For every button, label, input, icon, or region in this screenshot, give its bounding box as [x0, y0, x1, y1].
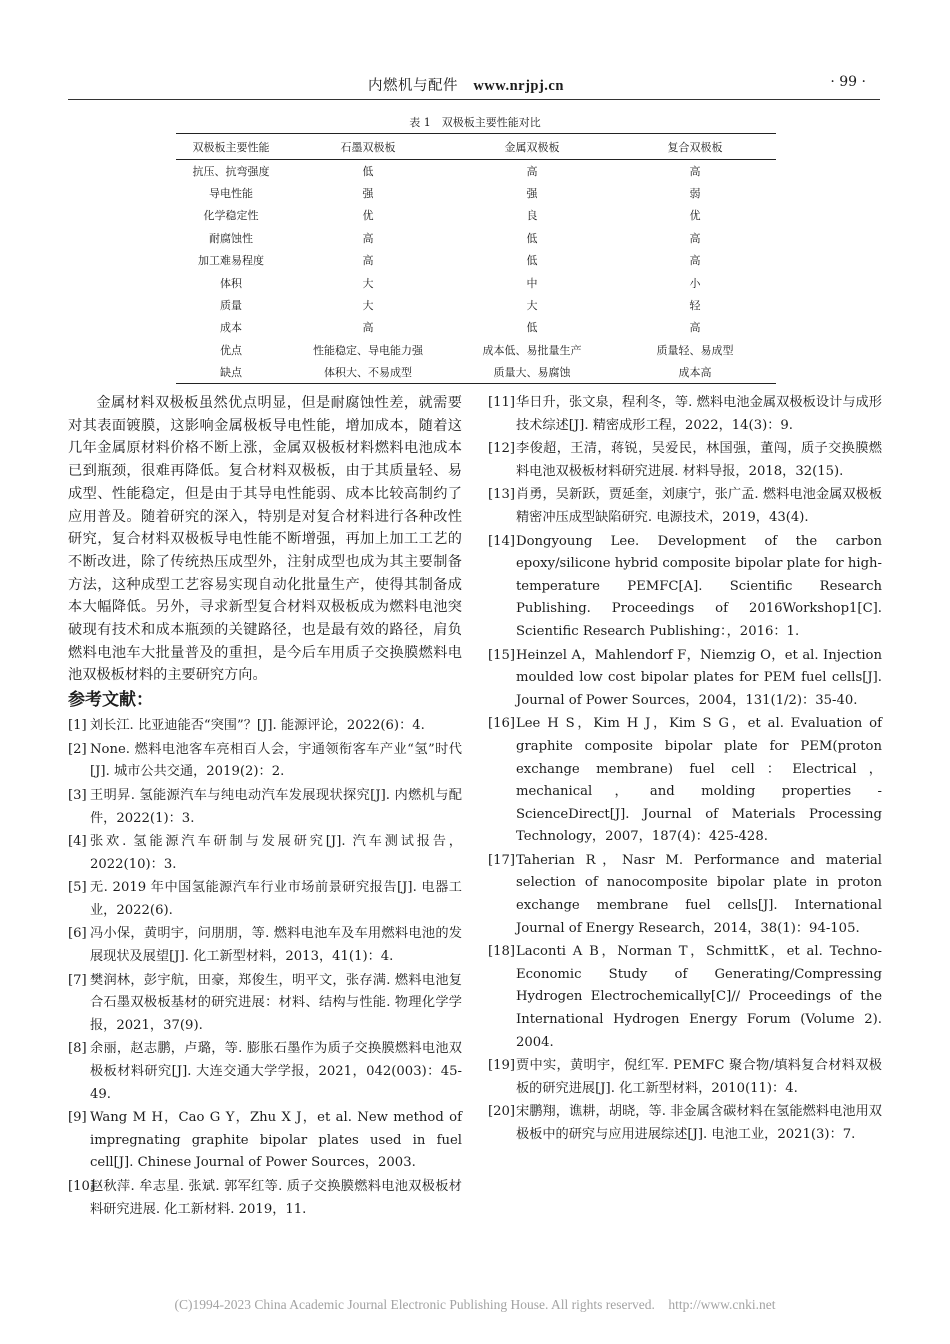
table-row: [176, 204, 776, 226]
table-cell: 大: [526, 299, 538, 313]
table-cell: 高: [362, 254, 374, 268]
body-paragraph: 金属材料双极板虽然优点明显，但是耐腐蚀性差，就需要对其表面镀膜，这影响金属极板导电性能，增加成本，随着这几年金属原材料价格不断上涨，金属双极板材料燃料电池成本已到瓶颈，很难再降低。复合材料双极板，由于其质量轻、易成型、性能稳定，但是由于其导电性能弱、成本比较高制约了应用普及。随着研究的深入，特别是对复合材料进行各种改性研究，复合材料双极板导电性能不断增强，再加上加工工艺的不断改进，除了传统热压成型外，注射成型也成为其主要制备方法，这种成型工艺容易实现自动化批量生产，使得其制备成本大幅降低。另外，寻求新型复合材料双极板成为燃料电池突破现有技术和成本瓶颈的关键路径，也是最有效的路径，肩负燃料电池车大批量普及的重担，是今后车用质子交换膜燃料电池双极板材料的主要研究方向。: [68, 395, 462, 684]
table-row: [176, 160, 776, 182]
reference-item: [68, 877, 462, 922]
table-row: [176, 294, 776, 316]
reference-text: Heinzel A，Mahlendorf F，Niemzig O，et al. Injection moulded low cost bipolar plates for PEM fuel cells[J]. Journal of Power Sources，2004，131(1/2)：35-40.: [516, 647, 882, 708]
reference-text: Dongyoung Lee. Development of the carbon epoxy/silicone hybrid composite bipolar plate for high-temperature PEMFC[A]. Scientific Research Publishing. Proceedings of 2016Workshop1[C]. Scientific Research Publishing：，2016：1.: [516, 533, 882, 639]
table-cell: 质量大、易腐蚀: [450, 361, 614, 383]
table-cell: 低: [526, 321, 538, 335]
reference-number: [1]: [68, 718, 87, 734]
table-cell: 高: [689, 321, 701, 335]
copyright-text: (C)1994-2023 China Academic Journal Electronic Publishing House. All rights reserved.: [174, 1297, 655, 1312]
left-column: [68, 392, 462, 1222]
reference-number: [10]: [68, 1179, 96, 1195]
reference-text: 王明昇. 氢能源汽车与纯电动汽车发展现状探究[J]. 内燃机与配件，2022(1)：3.: [90, 787, 462, 826]
reference-item: [68, 1038, 462, 1106]
table-row: [176, 182, 776, 204]
reference-number: [8]: [68, 1041, 87, 1057]
reference-text: 贾中实，黄明宇，倪红军. PEMFC 聚合物/填料复合材料双极板的研究进展[J]. 化工新型材料，2010(11)：4.: [516, 1058, 882, 1096]
reference-item: [68, 923, 462, 968]
reference-number: [11]: [488, 395, 516, 410]
copyright-footer: [0, 1297, 950, 1313]
reference-item: [488, 713, 882, 849]
table-cell: 高: [362, 231, 374, 245]
reference-number: [17]: [488, 852, 516, 868]
reference-text: 宋鹏翔，谯耕，胡晓，等. 非金属含碳材料在氢能燃料电池用双极板中的研究与应用进展综述[J]. 电池工业，2021(3)：7.: [516, 1104, 882, 1142]
table-header-cell: 金属双极板: [450, 134, 614, 160]
table-cell: 强: [526, 187, 538, 201]
page-number: · 99 ·: [830, 74, 866, 90]
table-cell: 高: [689, 254, 701, 268]
reference-item: [488, 645, 882, 713]
reference-number: [7]: [68, 972, 87, 988]
table-header-cell: 双极板主要性能: [176, 134, 286, 160]
table-cell: 成本高: [614, 361, 776, 383]
reference-item: [68, 970, 462, 1038]
table-caption: 表 1 双极板主要性能对比: [409, 116, 541, 129]
journal-website[interactable]: www.nrjpj.cn: [473, 78, 564, 94]
reference-item: [68, 831, 462, 876]
reference-number: [9]: [68, 1110, 87, 1126]
reference-number: [16]: [488, 716, 516, 732]
table-cell: 高: [689, 231, 701, 245]
reference-item: [68, 785, 462, 830]
table-cell: 高: [526, 164, 538, 178]
running-header: [68, 72, 880, 100]
table-cell: 缺点: [176, 361, 286, 383]
table-cell: 低: [362, 164, 374, 178]
table-cell: 质量: [220, 299, 242, 313]
reference-text: 赵秋萍. 牟志星. 张斌. 郭军红等. 质子交换膜燃料电池双极板材料研究进展. 化工新材料. 2019，11.: [90, 1179, 462, 1217]
reference-item: [488, 941, 882, 1054]
cnki-link[interactable]: http://www.cnki.net: [668, 1297, 776, 1312]
reference-item: [488, 484, 882, 529]
table-header-row: [176, 134, 776, 160]
reference-item: [68, 1107, 462, 1175]
reference-number: [5]: [68, 880, 87, 896]
journal-name: 内燃机与配件: [368, 78, 458, 94]
table-row: [176, 227, 776, 249]
table-cell: 大: [362, 276, 374, 290]
table-header-cell: 复合双极板: [614, 134, 776, 160]
reference-text: 李俊超，王清，蒋锐，吴爱民，林国强，董闯，质子交换膜燃料电池双极板材料研究进展. 材料导报，2018，32(15).: [516, 441, 882, 479]
table-cell: 化学稳定性: [203, 209, 259, 223]
reference-text: Taherian R，Nasr M. Performance and material selection of nanocomposite bipolar plate in proton exchange membrane fuel cells[J]. International Journal of Energy Research，2014，38(1)：94-105.: [516, 852, 882, 936]
table-cell: 优: [362, 209, 374, 223]
performance-table: [176, 133, 776, 384]
table-row: [176, 361, 776, 383]
reference-number: [15]: [488, 647, 516, 663]
reference-text: 余丽，赵志鹏，卢璐，等. 膨胀石墨作为质子交换膜燃料电池双极板材料研究[J]. 大连交通大学学报，2021，042(003)：45-49.: [90, 1041, 462, 1102]
reference-text: 肖勇，吴新跃，贾延奎，刘康宁，张广孟. 燃料电池金属双极板精密冲压成型缺陷研究. 电源技术，2019，43(4).: [516, 487, 882, 525]
reference-text: 华日升，张文泉，程利冬，等. 燃料电池金属双极板设计与成形技术综述[J]. 精密成形工程，2022，14(3)：9.: [516, 395, 882, 433]
reference-number: [18]: [488, 944, 516, 960]
reference-number: [12]: [488, 441, 516, 457]
table-cell: 体积: [220, 276, 242, 290]
table-cell: 高: [362, 321, 374, 335]
reference-item: [488, 1101, 882, 1146]
reference-number: [6]: [68, 926, 87, 942]
right-column: [488, 392, 882, 1148]
reference-item: [488, 438, 882, 483]
reference-text: 无. 2019 年中国氢能源汽车行业市场前景研究报告[J]. 电器工业，2022(6).: [90, 880, 462, 918]
table-row: [176, 249, 776, 271]
table-cell: 低: [526, 231, 538, 245]
table-cell: 优: [689, 209, 701, 223]
table-header-cell: 石墨双极板: [286, 134, 450, 160]
reference-text: None. 燃料电池客车亮相百人会，宇通领衔客车产业“氢”时代[J]. 城市公共交通，2019(2)：2.: [90, 741, 462, 780]
references-list-left: [68, 715, 462, 1221]
table-cell: 良: [526, 209, 538, 223]
reference-item: [488, 850, 882, 940]
table-cell: 低: [526, 254, 538, 268]
reference-item: [68, 1176, 462, 1221]
references-title: 参考文献：: [68, 690, 153, 711]
reference-number: [14]: [488, 533, 516, 549]
table-cell: 轻: [689, 299, 701, 313]
table-cell: 成本低、易批量生产: [482, 343, 582, 357]
reference-number: [4]: [68, 834, 87, 850]
reference-number: [19]: [488, 1058, 516, 1074]
references-list-right: [488, 392, 882, 1147]
table-body: [176, 160, 776, 384]
table-cell: 性能稳定、导电能力强: [313, 343, 423, 357]
reference-text: 刘长江. 比亚迪能否“突围”？[J]. 能源评论，2022(6)：4.: [90, 718, 425, 734]
reference-item: [488, 531, 882, 644]
table-row: [176, 271, 776, 293]
table-cell: 强: [362, 187, 374, 201]
reference-number: [3]: [68, 787, 87, 803]
reference-text: 冯小保，黄明宇，问朋朋，等. 燃料电池车及车用燃料电池的发展现状及展望[J]. 化工新型材料，2013，41(1)：4.: [90, 926, 462, 965]
reference-number: [20]: [488, 1104, 516, 1120]
reference-text: Wang M H，Cao G Y，Zhu X J，et al. New method of impregnating graphite bipolar plates used in fuel cell[J]. Chinese Journal of Power Sources，2003.: [90, 1110, 462, 1171]
journal-header: [368, 74, 564, 95]
table-row: [176, 339, 776, 361]
table-cell: 加工难易程度: [198, 254, 264, 268]
table-cell: 质量轻、易成型: [656, 343, 734, 357]
table-cell: 高: [689, 164, 701, 178]
reference-text: Lee H S，Kim H J，Kim S G，et al. Evaluation of graphite composite bipolar plate for PEM(proton exchange membrane) fuel cell：Electrical，mechanical，and molding properties - ScienceDirect[J]. Journal of Materials Processing Technology，2007，187(4)：425-428.: [516, 716, 882, 845]
table-cell: 成本: [220, 321, 242, 335]
table-cell: 弱: [689, 187, 701, 201]
reference-number: [2]: [68, 741, 87, 757]
reference-item: [488, 1055, 882, 1100]
reference-text: 张欢. 氢能源汽车研制与发展研究[J]. 汽车测试报告，2022(10)：3.: [90, 834, 462, 872]
table-row: [176, 316, 776, 338]
reference-item: [68, 715, 462, 738]
table-cell: 中: [526, 276, 538, 290]
reference-item: [488, 392, 882, 437]
table-cell: 耐腐蚀性: [209, 231, 253, 245]
reference-text: 樊润林，彭宇航，田豪，郑俊生，明平文，张存满. 燃料电池复合石墨双极板基材的研究进展：材料、结构与性能. 物理化学学报，2021，37(9).: [90, 972, 462, 1033]
table-cell: 小: [689, 276, 701, 290]
reference-item: [68, 739, 462, 784]
table-cell: 导电性能: [209, 187, 253, 201]
reference-text: Laconti A B，Norman T，SchmittK，et al. Techno-Economic Study of Generating/Compressing Hydrogen Electrochemically[C]// Proceedings of the International Hydrogen Energy Forum (Volume 2). 2004.: [516, 944, 882, 1050]
table-cell: 抗压、抗弯强度: [192, 164, 270, 178]
table-cell: 体积大、不易成型: [286, 361, 450, 383]
table-cell: 优点: [220, 343, 242, 357]
reference-number: [13]: [488, 487, 516, 503]
table-cell: 大: [362, 299, 374, 313]
